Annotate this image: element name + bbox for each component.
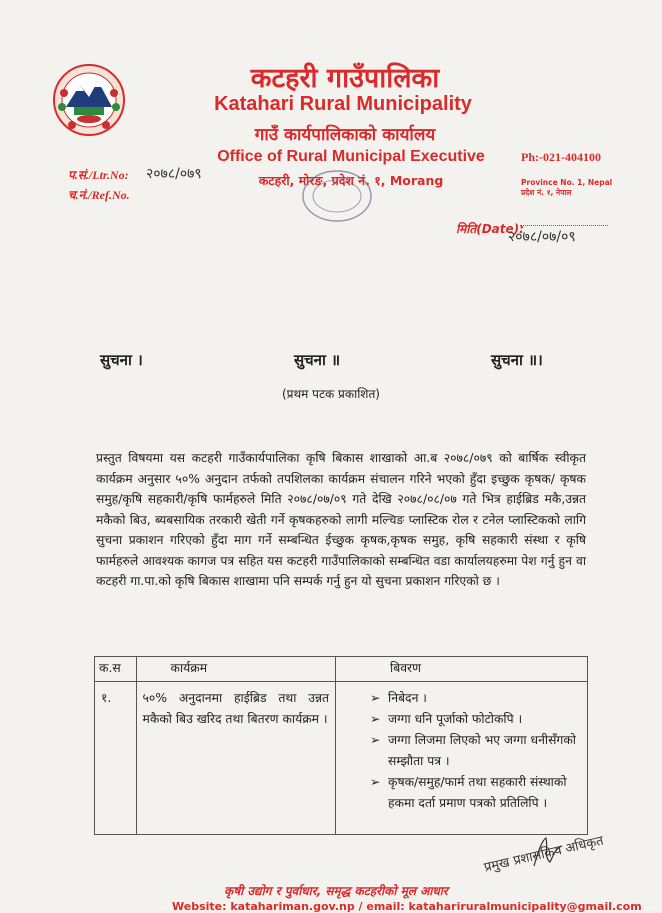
list-item: ➢ जग्गा लिजमा लिएको भए जग्गा धनीसँगको सम्झौता पत्र । bbox=[370, 730, 581, 772]
footer-slogan: कृषी उद्योग र पुर्वाधार, समृद्ध कटहरीको मूल आधार bbox=[224, 884, 448, 898]
program-table bbox=[94, 656, 588, 835]
province-en: Province No. 1, Nepal bbox=[521, 178, 613, 187]
date-dotted-line bbox=[520, 225, 608, 226]
office-name-en: Office of Rural Municipal Executive bbox=[217, 148, 485, 165]
col-header-details: बिवरण bbox=[336, 657, 588, 682]
requirements-list bbox=[370, 688, 581, 814]
row-details bbox=[336, 682, 588, 835]
list-item: ➢ जग्गा धनि पूर्जाको फोटोकपि । bbox=[370, 709, 581, 730]
notice-heading-3: सुचना ॥। bbox=[491, 351, 543, 369]
col-header-sn: क.स bbox=[95, 657, 137, 682]
province-np: प्रदेश नं. १, नेपाल bbox=[521, 188, 572, 197]
office-name-np: गाउँ कार्यपालिकाको कार्यालय bbox=[254, 125, 436, 145]
footer-website: Website: katahariman.gov.np / email: katahariruralmunicipality@gmail.com bbox=[172, 900, 642, 913]
table-row bbox=[95, 682, 588, 835]
first-publication-note: (प्रथम पटक प्रकाशित) bbox=[281, 387, 380, 401]
municipality-name-np: कटहरी गाउँपालिका bbox=[250, 63, 440, 94]
list-item: ➢ कृषक/समुह/फार्म तथा सहकारी संस्थाको हकमा दर्ता प्रमाण पत्रको प्रतिलिपि । bbox=[370, 772, 581, 814]
office-stamp-icon bbox=[300, 168, 374, 224]
notice-heading-2: सुचना ॥ bbox=[294, 351, 341, 369]
phone-number: Ph:-021-404100 bbox=[521, 150, 601, 164]
reference-number-label: च.नं./Ref.No. bbox=[68, 188, 130, 202]
table-header-row bbox=[95, 657, 588, 682]
notice-body: प्रस्तुत विषयमा यस कटहरी गाउँकार्यपालिका कृषि बिकास शाखाको आ.ब २०७८/०७९ को बार्षिक स्वीकृत कार्यक्रम अनुसार ५०% अनुदान तर्फको तपशिलका कार्यक्रम संचालन गरिने भएको हुँदा इच्छुक कृषक/ कृषक समुह/कृषि सहकारी/कृषि फार्महरुले मिति २०७८/०७/०९ गते देखि २०७८/०८/०७ गते भित्र हाईब्रिड मकै,उन्नत मकैको बिउ, ब्यबसायिक तरकारी खेती गर्ने कृषकहरुको लागी मल्चिङ प्लास्टिक रोल र टनेल प्लास्टिकको लागि सुचना प्रकाशन गरिएको हुँदा माग गर्ने सम्बन्धित ईच्छुक कृषक,कृषक समुह, कृषि सहकारी संस्था र कृषि फार्महरुले आवश्यक कागज पत्र सहित यस कटहरी गाउँपालिकाको सम्बन्धित वडा कार्यालयहरुमा पेश गर्नु हुन वा कटहरी गा.पा.को कृषि बिकास शाखामा पनि सम्पर्क गर्नु हुन यो सुचना प्रकाशन गरिएको छ । bbox=[96, 451, 586, 588]
row-program: ५०% अनुदानमा हाईब्रिड तथा उन्नत मकैको बिउ खरिद तथा बितरण कार्यक्रम । bbox=[136, 682, 335, 835]
date-label: मिति(Date): bbox=[456, 222, 524, 236]
row-sn: १. bbox=[95, 682, 137, 835]
province-block bbox=[521, 178, 612, 198]
municipality-name-en: Katahari Rural Municipality bbox=[214, 93, 472, 115]
officer-title: प्रमुख प्रशासकिय अधिकृत bbox=[482, 833, 605, 876]
letter-number-value: २०७८/०७९ bbox=[146, 166, 202, 182]
col-header-program: कार्यक्रम bbox=[136, 657, 335, 682]
list-item: ➢ निबेदन । bbox=[370, 688, 581, 709]
office-address: कटहरी, मोरङ, प्रदेश नं. १, Morang bbox=[258, 173, 444, 188]
notice-heading-1: सुचना । bbox=[100, 351, 143, 369]
date-value: २०७८/०७/०९ bbox=[508, 229, 576, 245]
letter-number-label: प.सं./Ltr.No: bbox=[68, 168, 129, 182]
